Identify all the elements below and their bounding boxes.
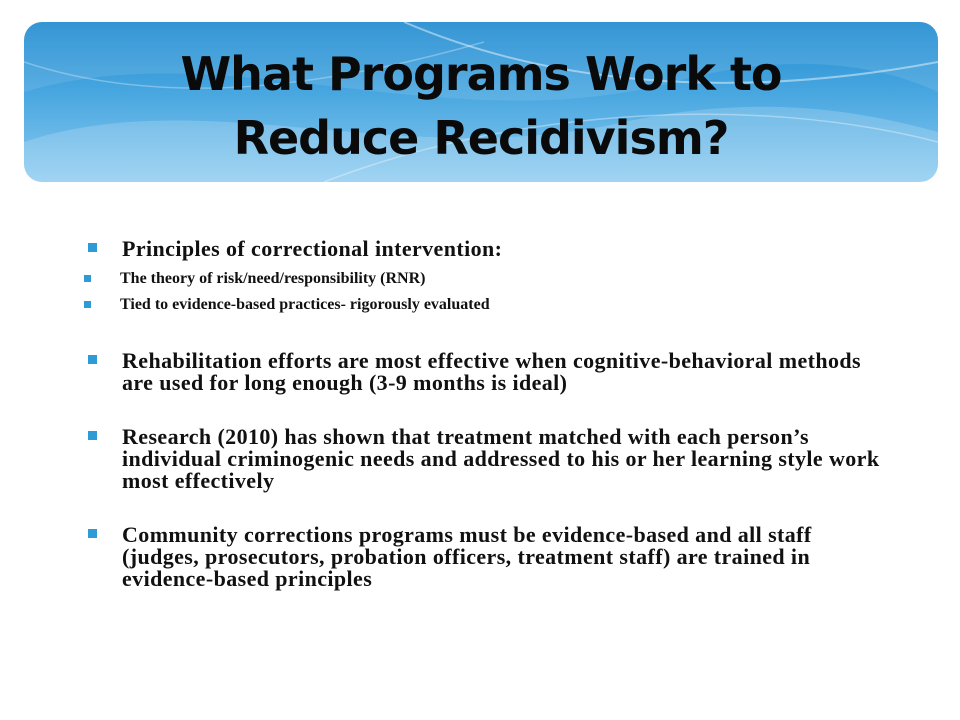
sub-bullet-text: Tied to evidence-based practices- rigorously evaluated — [120, 296, 490, 313]
square-bullet-icon — [84, 275, 91, 282]
bullet-item — [88, 350, 888, 394]
square-bullet-icon — [88, 431, 97, 440]
bullet-item — [88, 238, 888, 260]
sub-bullet-item — [54, 292, 888, 318]
square-bullet-icon — [88, 529, 97, 538]
bullet-text: Rehabilitation efforts are most effective when cognitive-behavioral methods are used for long enough (3-9 months is ideal) — [122, 348, 861, 395]
square-bullet-icon — [84, 301, 91, 308]
bullet-list — [88, 238, 888, 590]
square-bullet-icon — [88, 355, 97, 364]
sub-bullet-text: The theory of risk/need/responsibility (RNR) — [120, 270, 426, 287]
bullet-item — [88, 524, 888, 590]
sub-bullet-item — [54, 266, 888, 292]
bullet-text: Community corrections programs must be evidence-based and all staff (judges, prosecutors, probation officers, treatment staff) are trained in evidence-based principles — [122, 522, 812, 591]
page-title — [24, 42, 938, 170]
bullet-item — [88, 426, 888, 492]
bullet-text: Principles of correctional intervention: — [122, 236, 503, 261]
bullet-text: Research (2010) has shown that treatment matched with each person’s individual criminogenic needs and addressed to his or her learning style work most effectively — [122, 424, 880, 493]
title-line-2: Reduce Recidivism? — [233, 111, 729, 165]
title-line-1: What Programs Work to — [180, 47, 782, 101]
square-bullet-icon — [88, 243, 97, 252]
